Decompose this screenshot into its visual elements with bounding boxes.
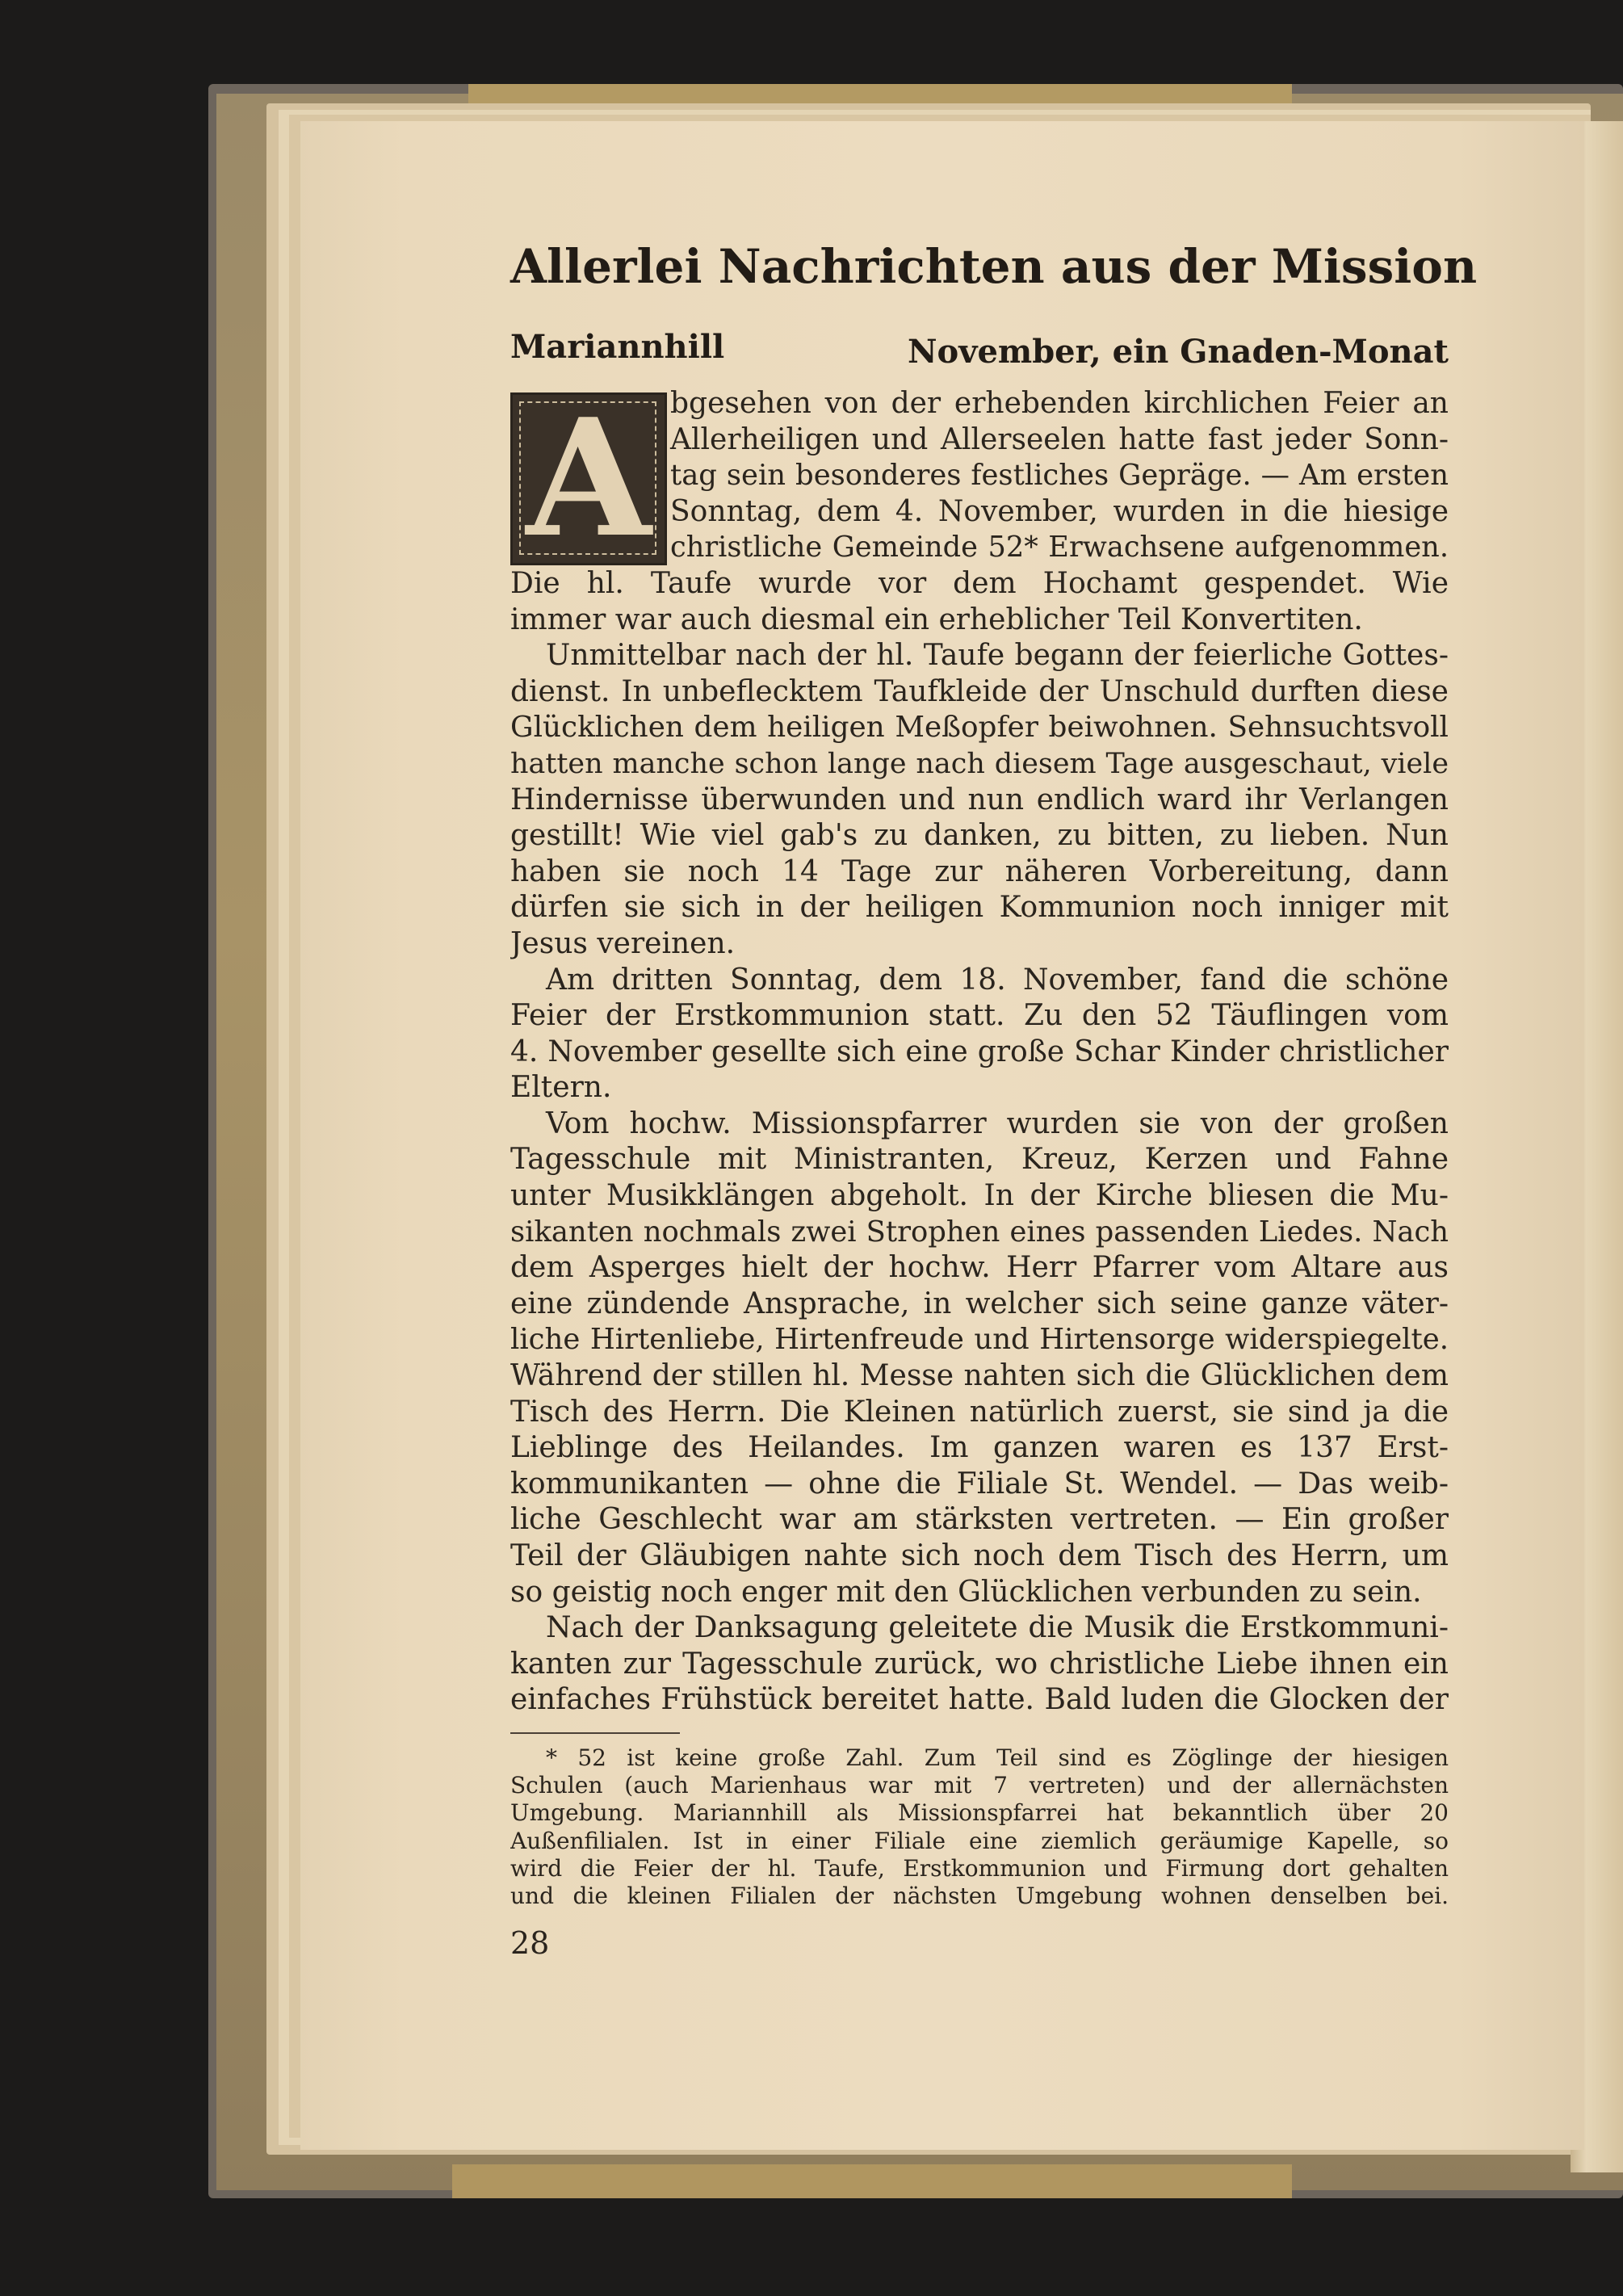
body-line: haben sie noch 14 Tage zur näheren Vorbereitung, dann [510, 854, 1449, 888]
section-location: Mariannhill [510, 328, 725, 366]
cover-strip-bottom [452, 2164, 1292, 2198]
article-body [510, 386, 1449, 1719]
body-line: Während der stillen hl. Messe nahten sich die Glücklichen dem [510, 1359, 1449, 1393]
drop-cap-letter: A [526, 384, 652, 573]
body-line: liche Geschlecht war am stärksten vertreten. — Ein großer [510, 1503, 1449, 1537]
body-line: Unmittelbar nach der hl. Taufe begann der feierliche Gottes- [546, 639, 1449, 673]
body-line: 4. November gesellte sich eine große Schar Kinder christlicher [510, 1035, 1449, 1068]
body-line: Tagesschule mit Ministranten, Kreuz, Kerzen und Fahne [510, 1143, 1449, 1177]
body-line: christliche Gemeinde 52* Erwachsene aufgenommen. [670, 531, 1449, 565]
footnote-line: und die kleinen Filialen der nächsten Umgebung wohnen denselben bei. [510, 1882, 1449, 1909]
body-line: so geistig noch enger mit den Glücklichen verbunden zu sein. [510, 1575, 1422, 1609]
body-line: tag sein besonderes festliches Gepräge. — Am ersten [670, 459, 1449, 493]
body-line: Die hl. Taufe wurde vor dem Hochamt gespendet. Wie [510, 566, 1449, 600]
body-line: unter Musikklängen abgeholt. In der Kirche bliesen die Mu- [510, 1179, 1449, 1213]
body-line: dem Asperges hielt der hochw. Herr Pfarrer vom Altare aus [510, 1251, 1449, 1285]
body-line: Jesus vereinen. [510, 926, 736, 960]
body-line: Lieblinge des Heilandes. Im ganzen waren es 137 Erst- [510, 1431, 1449, 1465]
footnote-line: Schulen (auch Marienhaus war mit 7 vertreten) und der allernächsten [510, 1772, 1449, 1799]
body-line: gestillt! Wie viel gab's zu danken, zu bitten, zu lieben. Nun [510, 819, 1449, 853]
body-line: Am dritten Sonntag, dem 18. November, fand die schöne [546, 963, 1449, 997]
body-line: Vom hochw. Missionspfarrer wurden sie von der großen [546, 1106, 1449, 1140]
body-line: bgesehen von der erhebenden kirchlichen Feier an [670, 387, 1449, 420]
body-line: Allerheiligen und Allerseelen hatte fast jeder Sonn- [670, 422, 1449, 456]
footnote-line: Umgebung. Mariannhill als Missionspfarrei hat bekanntlich über 20 [510, 1799, 1449, 1827]
body-line: Hindernisse überwunden und nun endlich ward ihr Verlangen [510, 783, 1449, 816]
body-line: sikanten nochmals zwei Strophen eines passenden Liedes. Nach [510, 1215, 1449, 1249]
footnote-line: Außenfilialen. Ist in einer Filiale eine ziemlich geräumige Kapelle, so [510, 1827, 1449, 1854]
footnote-line: wird die Feier der hl. Taufe, Erstkommunion und Firmung dort gehalten [510, 1854, 1449, 1882]
section-subtitle: November, ein Gnaden-Monat [907, 333, 1449, 371]
page-number: 28 [510, 1925, 550, 1961]
body-line: hatten manche schon lange nach diesem Tage ausgeschaut, viele [510, 747, 1449, 780]
body-line: Teil der Gläubigen nahte sich noch dem Tisch des Herrn, um [510, 1539, 1449, 1572]
body-line: kanten zur Tagesschule zurück, wo christliche Liebe ihnen ein [510, 1647, 1449, 1681]
body-line: Sonntag, dem 4. November, wurden in die hiesige [670, 494, 1449, 528]
body-line: Tisch des Herrn. Die Kleinen natürlich zuerst, sie sind ja die [510, 1395, 1449, 1429]
body-line: kommunikanten — ohne die Filiale St. Wendel. — Das weib- [510, 1467, 1449, 1501]
body-line: dürfen sie sich in der heiligen Kommunion noch inniger mit [510, 891, 1449, 925]
body-line: Feier der Erstkommunion statt. Zu den 52 Täuflingen vom [510, 999, 1449, 1033]
section-header [510, 328, 1449, 376]
body-line: einfaches Frühstück bereitet hatte. Bald luden die Glocken der [510, 1683, 1449, 1717]
body-line: immer war auch diesmal ein erheblicher Teil Konvertiten. [510, 602, 1363, 636]
footnote-line: * 52 ist keine große Zahl. Zum Teil sind es Zöglinge der hiesigen [546, 1744, 1449, 1771]
body-line: Nach der Danksagung geleitete die Musik die Erstkommuni- [546, 1611, 1449, 1645]
body-line: dienst. In unbeflecktem Taufkleide der Unschuld durften diese [510, 674, 1449, 708]
footnote [510, 1744, 1449, 1910]
body-line: eine zündende Ansprache, in welcher sich seine ganze väter- [510, 1287, 1449, 1320]
body-line: liche Hirtenliebe, Hirtenfreude und Hirtensorge widerspiegelte. [510, 1323, 1449, 1357]
footnote-divider [510, 1732, 680, 1734]
page-title: Allerlei Nachrichten aus der Mission [510, 239, 1478, 294]
body-line: Eltern. [510, 1071, 612, 1105]
body-line: Glücklichen dem heiligen Meßopfer beiwohnen. Sehnsuchtsvoll [510, 711, 1449, 745]
